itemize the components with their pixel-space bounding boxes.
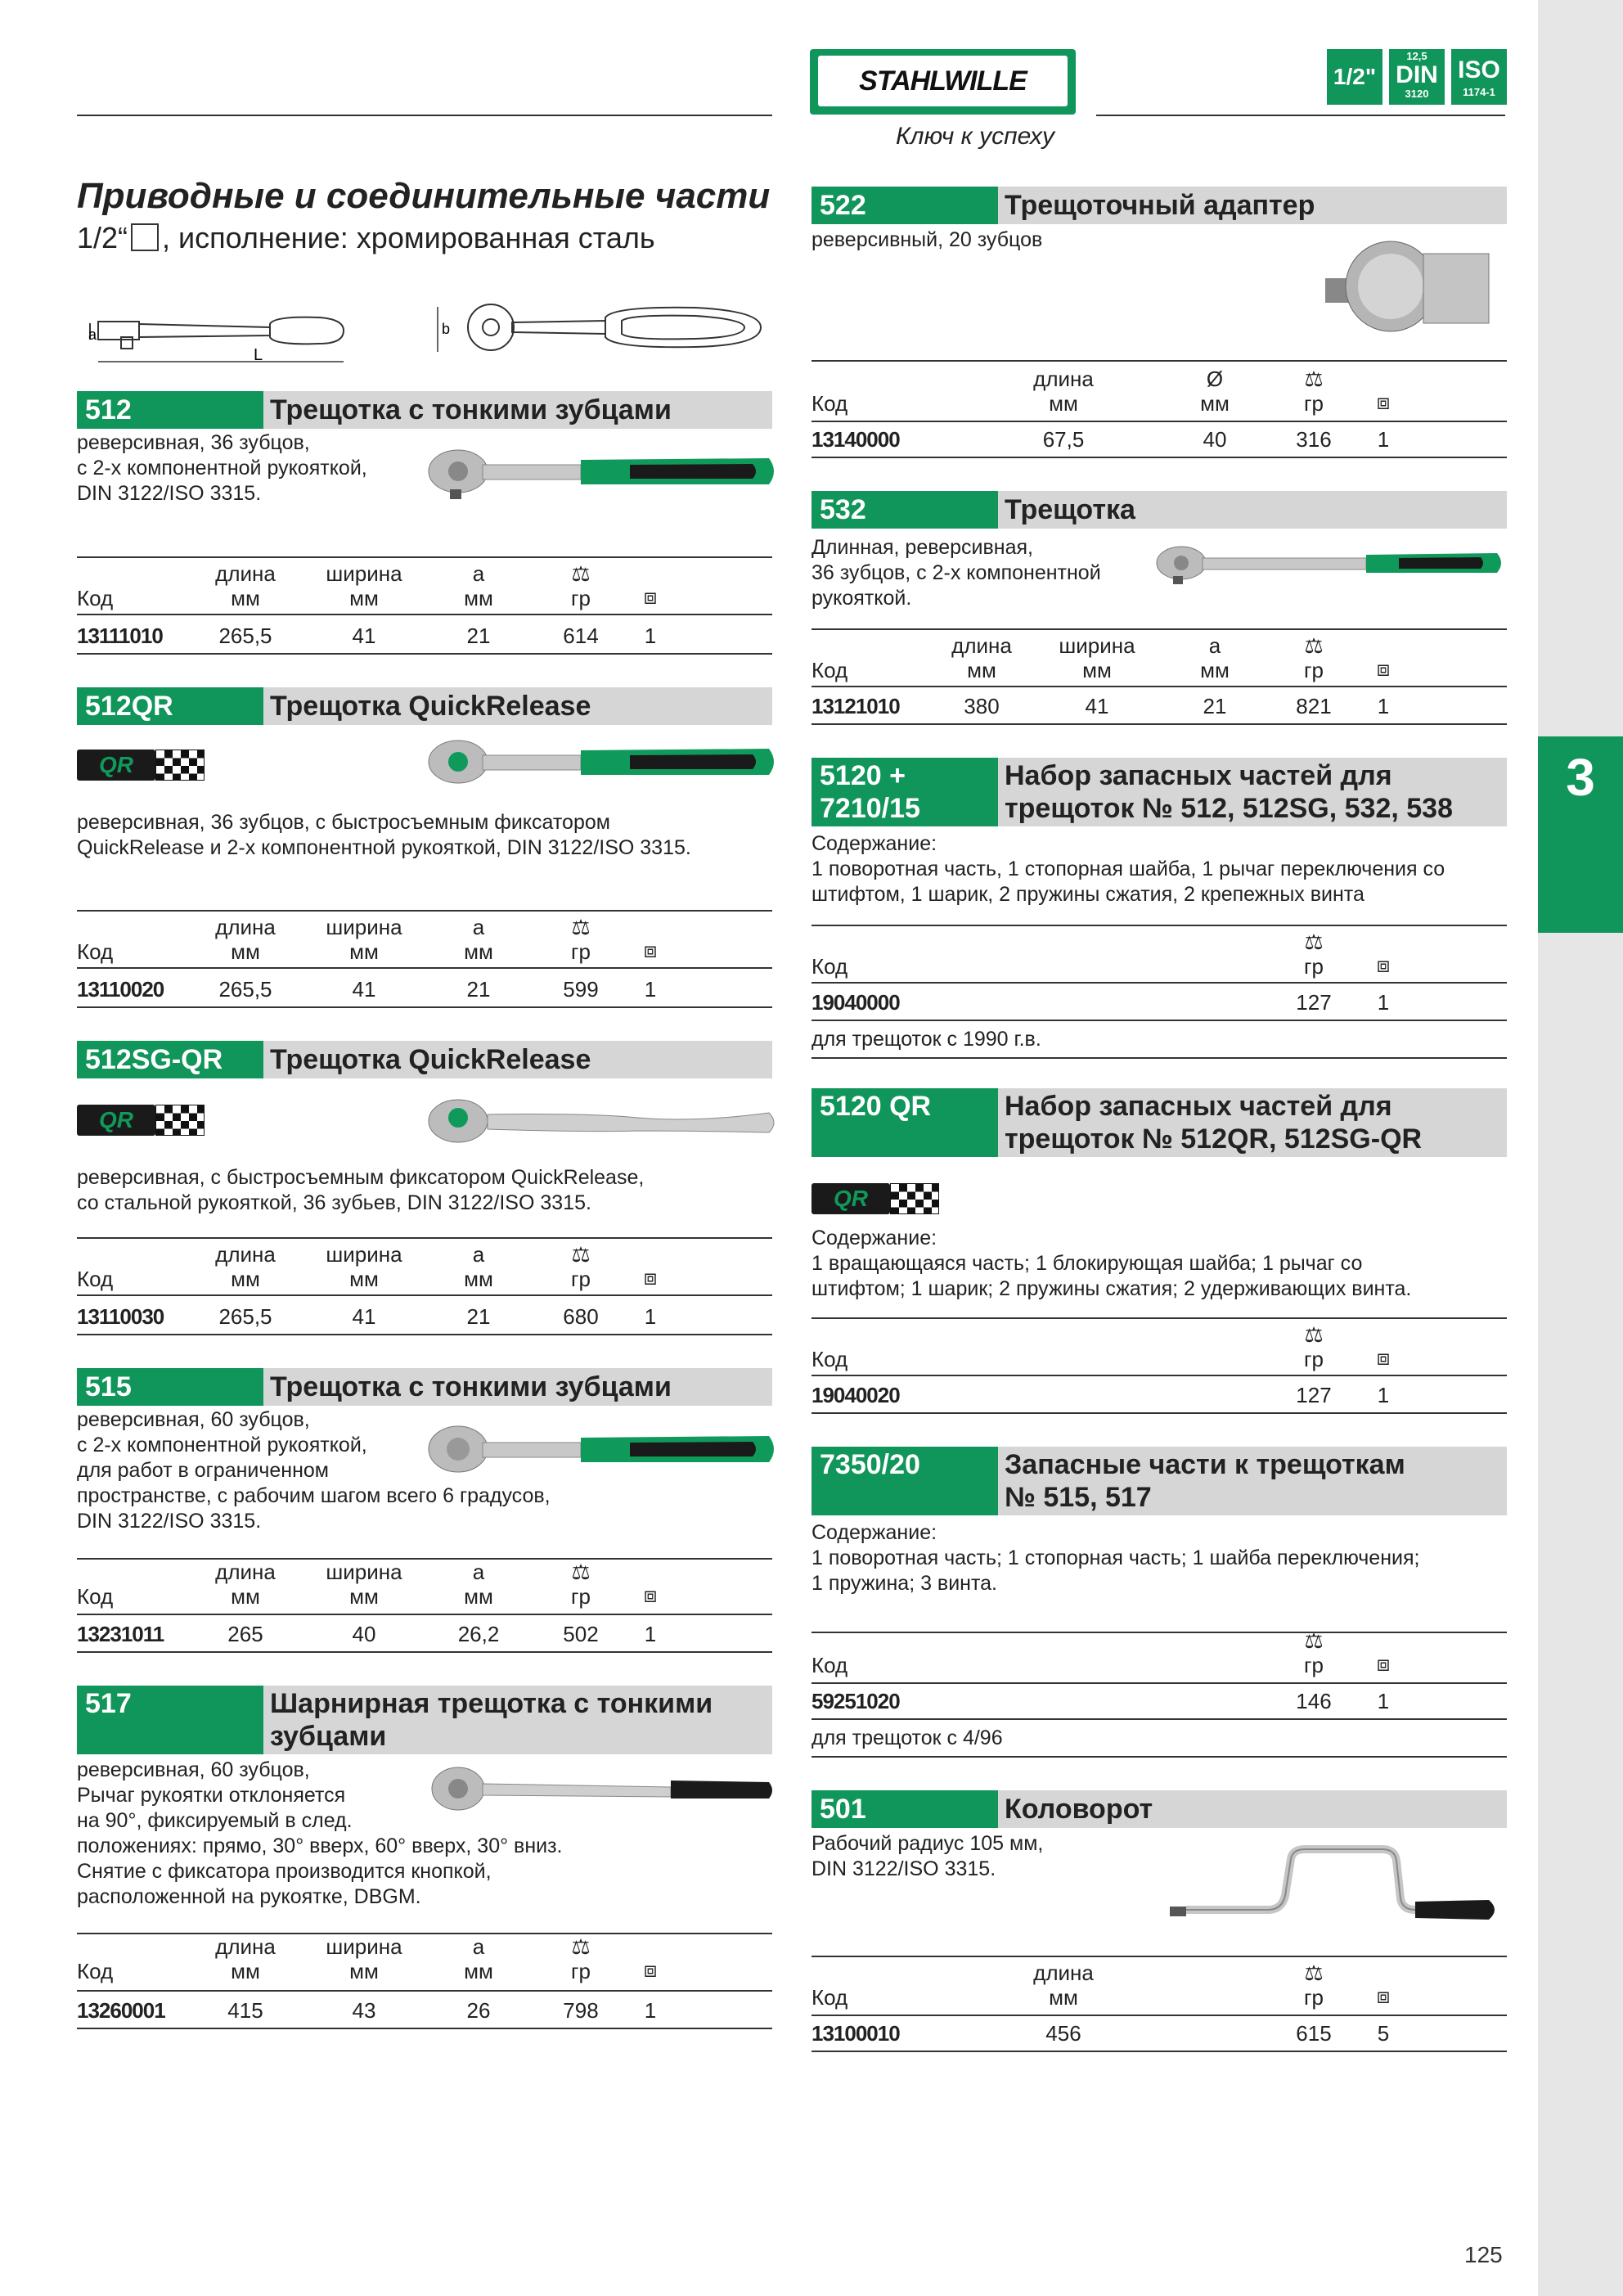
cell-qty: 1 xyxy=(1377,990,1390,1015)
cell-weight: 680 xyxy=(563,1304,599,1329)
ratchet-image-517 xyxy=(425,1759,777,1825)
quickrelease-icon: QR xyxy=(77,750,205,781)
ratchet-image-512qr xyxy=(425,732,777,798)
col-header-code: Код xyxy=(812,1347,848,1371)
article-code: 13110020 xyxy=(77,977,164,1002)
ratchet-image-512sg-qr xyxy=(425,1088,777,1154)
article-code: 13111010 xyxy=(77,624,163,648)
table-top-rule-7350 xyxy=(812,1632,1507,1633)
note-rule-5120 xyxy=(812,1057,1507,1059)
product-header-512: 512 Трещотка с тонкими зубцами xyxy=(77,391,772,429)
col-header-length: длина мм xyxy=(215,1560,276,1609)
weight-icon: ⚖ xyxy=(571,1934,591,1959)
col-header-weight: ⚖ гр xyxy=(548,915,614,964)
product-desc-512qr: реверсивная, 36 зубцов, с быстросъемным фиксатором QuickRelease и 2-х компонентной рукояткой, DIN 3122/ISO 3315. xyxy=(77,811,691,859)
cell-length: 265,5 xyxy=(218,977,272,1002)
cell-qty: 1 xyxy=(644,624,657,648)
cell-a: 21 xyxy=(466,977,491,1002)
weight-icon: ⚖ xyxy=(571,561,591,586)
col-header-a: a мм xyxy=(464,915,493,964)
cell-weight: 146 xyxy=(1296,1689,1332,1713)
col-header-code: Код xyxy=(77,586,114,610)
product-desc-517: реверсивная, 60 зубцов, Рычаг рукоятки отклоняется на 90°, фиксируемый в след. положениях: прямо, 30° вверх, 60° вверх, 30° вниз. Снятие с фиксатора производится кнопкой, расположенной на рукоятке, DBGM. xyxy=(77,1758,563,1908)
iso-badge: ISO 1174-1 xyxy=(1451,49,1507,105)
din-badge: 12,5 DIN 3120 xyxy=(1389,49,1445,105)
product-header-501: 501 Коловорот xyxy=(812,1790,1507,1828)
table-bottom-rule-515 xyxy=(77,1651,772,1653)
col-header-box-icon: ⧈ xyxy=(643,1957,658,1982)
cell-weight: 614 xyxy=(563,624,599,648)
svg-text:b: b xyxy=(442,321,451,337)
table-bottom-rule-522 xyxy=(812,457,1507,458)
table-top-rule-512sg-qr xyxy=(77,1237,772,1239)
cell-width: 43 xyxy=(352,1998,376,2023)
table-top-rule-501 xyxy=(812,1956,1507,1957)
cell-qty: 5 xyxy=(1377,2021,1390,2046)
table-top-rule-522 xyxy=(812,360,1507,362)
article-code: 13110030 xyxy=(77,1304,164,1329)
table-bottom-rule-512 xyxy=(77,653,772,655)
cell-length: 67,5 xyxy=(1042,427,1085,452)
cell-width: 41 xyxy=(352,977,376,1002)
col-header-box-icon: ⧈ xyxy=(1376,1345,1391,1370)
cell-length: 265,5 xyxy=(218,1304,272,1329)
article-code: 19040000 xyxy=(812,990,900,1015)
page-number: 125 xyxy=(1464,2242,1503,2267)
col-header-code: Код xyxy=(77,1959,114,1983)
table-mid-rule-522 xyxy=(812,421,1507,422)
article-code: 13231011 xyxy=(77,1622,164,1646)
cell-weight: 821 xyxy=(1296,694,1332,718)
col-header-weight: ⚖ гр xyxy=(548,1560,614,1609)
product-desc-7350: Содержание: 1 поворотная часть; 1 стопорная часть; 1 шайба переключения; 1 пружина; 3 винта. xyxy=(812,1521,1420,1595)
article-code: 13100010 xyxy=(812,2021,900,2046)
table-mid-rule-5120 xyxy=(812,982,1507,984)
product-desc-5120-7210: Содержание: 1 поворотная часть, 1 стопорная шайба, 1 рычаг переключения со штифтом, 1 шарик, 2 пружины сжатия, 2 крепежных винта xyxy=(812,832,1445,906)
product-desc-501: Рабочий радиус 105 мм, DIN 3122/ISO 3315. xyxy=(812,1832,1044,1880)
article-code: 19040020 xyxy=(812,1383,900,1407)
cell-weight: 599 xyxy=(563,977,599,1002)
cell-weight: 798 xyxy=(563,1998,599,2023)
table-mid-rule-512sg-qr xyxy=(77,1294,772,1296)
cell-qty: 1 xyxy=(644,977,657,1002)
col-header-code: Код xyxy=(77,939,114,964)
cell-length: 265,5 xyxy=(218,624,272,648)
col-header-a: a мм xyxy=(464,1242,493,1291)
cell-a: 21 xyxy=(1203,694,1227,718)
col-header-box-icon: ⧈ xyxy=(1376,1651,1391,1676)
product-header-512sg-qr: 512SG-QR Трещотка QuickRelease xyxy=(77,1041,772,1078)
adapter-image-522 xyxy=(1325,237,1505,344)
ratchet-image-512 xyxy=(425,442,777,507)
col-header-code: Код xyxy=(812,1985,848,2010)
cell-weight: 127 xyxy=(1296,1383,1332,1407)
table-mid-rule-512qr xyxy=(77,967,772,969)
col-header-length: длина мм xyxy=(215,1934,276,1983)
table-bottom-rule-501 xyxy=(812,2051,1507,2052)
weight-icon: ⚖ xyxy=(571,1560,591,1584)
ratchet-image-532 xyxy=(1153,540,1505,589)
table-bottom-rule-512qr xyxy=(77,1006,772,1008)
col-header-width: ширина мм xyxy=(326,1560,402,1609)
weight-icon: ⚖ xyxy=(571,1242,591,1267)
col-header-code: Код xyxy=(77,1267,114,1291)
cell-length: 265 xyxy=(227,1622,263,1646)
weight-icon: ⚖ xyxy=(1304,367,1324,391)
cell-a: 26,2 xyxy=(457,1622,500,1646)
col-header-length: длина мм xyxy=(215,1242,276,1291)
cell-weight: 502 xyxy=(563,1622,599,1646)
col-header-code: Код xyxy=(812,954,848,979)
cell-width: 41 xyxy=(352,1304,376,1329)
table-bottom-rule-532 xyxy=(812,723,1507,725)
article-code: 13121010 xyxy=(812,694,900,718)
cell-weight: 615 xyxy=(1296,2021,1332,2046)
table-bottom-rule-7350 xyxy=(812,1718,1507,1720)
product-header-522: 522 Трещоточный адаптер xyxy=(812,187,1507,224)
col-header-width: ширина мм xyxy=(326,1934,402,1983)
col-header-box-icon: ⧈ xyxy=(1376,389,1391,414)
col-header-box-icon: ⧈ xyxy=(1376,656,1391,681)
dimension-diagram xyxy=(74,295,777,376)
table-top-rule-532 xyxy=(812,628,1507,630)
article-code: 13140000 xyxy=(812,427,900,452)
table-top-rule-515 xyxy=(77,1558,772,1560)
table-bottom-rule-5120 xyxy=(812,1020,1507,1021)
cell-a: 26 xyxy=(466,1998,491,2023)
product-header-517: 517 Шарнирная трещотка с тонкими зубцами xyxy=(77,1686,772,1754)
size-badge: 1/2" xyxy=(1327,49,1382,105)
top-rule-left xyxy=(77,115,772,116)
weight-icon: ⚖ xyxy=(1304,930,1324,954)
article-code: 13260001 xyxy=(77,1998,165,2023)
col-header-a: a мм xyxy=(464,1934,493,1983)
cell-width: 41 xyxy=(352,624,376,648)
cell-a: 21 xyxy=(466,1304,491,1329)
col-header-box-icon: ⧈ xyxy=(643,938,658,962)
col-header-weight: ⚖ гр xyxy=(1281,367,1347,416)
col-header-diameter: Ø мм xyxy=(1200,367,1230,416)
section-subtitle: 1/2“ , исполнение: хромированная сталь xyxy=(77,221,655,254)
cell-qty: 1 xyxy=(1377,694,1390,718)
svg-text:a: a xyxy=(88,326,97,343)
product-desc-532: Длинная, реверсивная, 36 зубцов, с 2-х компонентной рукояткой. xyxy=(812,536,1101,610)
quickrelease-icon: QR xyxy=(812,1183,939,1214)
table-mid-rule-512 xyxy=(77,614,772,615)
col-header-a: a мм xyxy=(464,561,493,610)
col-header-box-icon: ⧈ xyxy=(1376,952,1391,977)
col-header-width: ширина мм xyxy=(326,915,402,964)
table-mid-rule-501 xyxy=(812,2015,1507,2016)
cell-length: 456 xyxy=(1045,2021,1081,2046)
col-header-a: a мм xyxy=(464,1560,493,1609)
speed-brace-image-501 xyxy=(1162,1841,1505,1931)
col-header-weight: ⚖ гр xyxy=(548,1242,614,1291)
table-mid-rule-515 xyxy=(77,1614,772,1615)
product-header-5120-7210: 5120 + 7210/15 Набор запасных частей для трещоток № 512, 512SG, 532, 538 xyxy=(812,758,1507,826)
cell-qty: 1 xyxy=(1377,1383,1390,1407)
top-rule-right xyxy=(1096,115,1505,116)
table-mid-rule-5120qr xyxy=(812,1375,1507,1376)
table-bottom-rule-512sg-qr xyxy=(77,1334,772,1335)
cell-diameter: 40 xyxy=(1203,427,1227,452)
quickrelease-icon: QR xyxy=(77,1105,205,1136)
col-header-code: Код xyxy=(812,1653,848,1677)
chapter-tab: 3 xyxy=(1538,736,1623,933)
col-header-width: ширина мм xyxy=(1059,633,1135,682)
col-header-length: длина мм xyxy=(1033,367,1094,416)
product-header-532: 532 Трещотка xyxy=(812,491,1507,529)
col-header-weight: ⚖ гр xyxy=(548,561,614,610)
brand-slogan: Ключ к успеху xyxy=(896,123,1055,150)
weight-icon: ⚖ xyxy=(1304,1322,1324,1347)
col-header-weight: ⚖ гр xyxy=(1281,1628,1347,1677)
cell-weight: 316 xyxy=(1296,427,1332,452)
table-mid-rule-532 xyxy=(812,686,1507,687)
cell-length: 415 xyxy=(227,1998,263,2023)
col-header-weight: ⚖ гр xyxy=(1281,633,1347,682)
col-header-width: ширина мм xyxy=(326,1242,402,1291)
cell-qty: 1 xyxy=(1377,1689,1390,1713)
cell-width: 40 xyxy=(352,1622,376,1646)
table-top-rule-5120qr xyxy=(812,1317,1507,1319)
product-header-512qr: 512QR Трещотка QuickRelease xyxy=(77,687,772,725)
table-mid-rule-517 xyxy=(77,1990,772,1992)
product-desc-522: реверсивный, 20 зубцов xyxy=(812,228,1043,251)
weight-icon: ⚖ xyxy=(1304,633,1324,658)
product-header-5120qr: 5120 QR Набор запасных частей для трещоток № 512QR, 512SG-QR xyxy=(812,1088,1507,1157)
col-header-code: Код xyxy=(812,391,848,416)
col-header-width: ширина мм xyxy=(326,561,402,610)
cell-a: 21 xyxy=(466,624,491,648)
cell-qty: 1 xyxy=(1377,427,1390,452)
weight-icon: ⚖ xyxy=(1304,1628,1324,1653)
col-header-box-icon: ⧈ xyxy=(643,1265,658,1290)
col-header-code: Код xyxy=(77,1584,114,1609)
cell-qty: 1 xyxy=(644,1998,657,2023)
section-title: Приводные и соединительные части xyxy=(77,176,771,216)
col-header-weight: ⚖ гр xyxy=(1281,1961,1347,2010)
col-header-length: длина мм xyxy=(215,915,276,964)
product-desc-512sg-qr: реверсивная, с быстросъемным фиксатором QuickRelease, со стальной рукояткой, 36 зубьев, DIN 3122/ISO 3315. xyxy=(77,1166,645,1214)
product-note-5120: для трещоток с 1990 г.в. xyxy=(812,1028,1041,1051)
product-desc-512: реверсивная, 36 зубцов, с 2-х компонентной рукояткой, DIN 3122/ISO 3315. xyxy=(77,431,367,505)
col-header-box-icon: ⧈ xyxy=(643,584,658,609)
col-header-weight: ⚖ гр xyxy=(1281,1322,1347,1371)
col-header-weight: ⚖ гр xyxy=(1281,930,1347,979)
table-top-rule-512 xyxy=(77,556,772,558)
table-top-rule-5120 xyxy=(812,925,1507,926)
stahlwille-logo: STAHLWILLE xyxy=(810,49,1076,115)
table-bottom-rule-517 xyxy=(77,2028,772,2029)
cell-qty: 1 xyxy=(644,1622,657,1646)
cell-weight: 127 xyxy=(1296,990,1332,1015)
product-header-515: 515 Трещотка с тонкими зубцами xyxy=(77,1368,772,1406)
product-desc-5120qr: Содержание: 1 вращающаяся часть; 1 блокирующая шайба; 1 рычаг со штифтом; 1 шарик; 2 пружины сжатия; 2 удерживающих винта. xyxy=(812,1227,1412,1300)
col-header-length: длина мм xyxy=(215,561,276,610)
cell-length: 380 xyxy=(964,694,1000,718)
col-header-code: Код xyxy=(812,658,848,682)
article-code: 59251020 xyxy=(812,1689,900,1713)
cell-qty: 1 xyxy=(644,1304,657,1329)
table-mid-rule-7350 xyxy=(812,1682,1507,1684)
side-stripe xyxy=(1538,0,1623,2296)
ratchet-image-515 xyxy=(425,1420,777,1485)
weight-icon: ⚖ xyxy=(1304,1961,1324,1985)
cell-width: 41 xyxy=(1085,694,1109,718)
col-header-weight: ⚖ гр xyxy=(548,1934,614,1983)
col-header-box-icon: ⧈ xyxy=(1376,1983,1391,2008)
col-header-box-icon: ⧈ xyxy=(643,1582,658,1607)
product-header-7350: 7350/20 Запасные части к трещоткам № 515, 517 xyxy=(812,1447,1507,1515)
note-rule-7350 xyxy=(812,1756,1507,1758)
svg-text:L: L xyxy=(254,346,263,364)
weight-icon: ⚖ xyxy=(571,915,591,939)
product-desc-515: реверсивная, 60 зубцов, с 2-х компонентной рукояткой, для работ в ограниченном пространстве, с рабочим шагом всего 6 градусов, DIN 3122/ISO 3315. xyxy=(77,1408,551,1533)
table-bottom-rule-5120qr xyxy=(812,1412,1507,1414)
col-header-length: длина мм xyxy=(951,633,1012,682)
product-note-7350: для трещоток с 4/96 xyxy=(812,1727,1003,1749)
col-header-a: a мм xyxy=(1200,633,1230,682)
col-header-length: длина мм xyxy=(1033,1961,1094,2010)
table-top-rule-517 xyxy=(77,1933,772,1934)
table-top-rule-512qr xyxy=(77,910,772,912)
